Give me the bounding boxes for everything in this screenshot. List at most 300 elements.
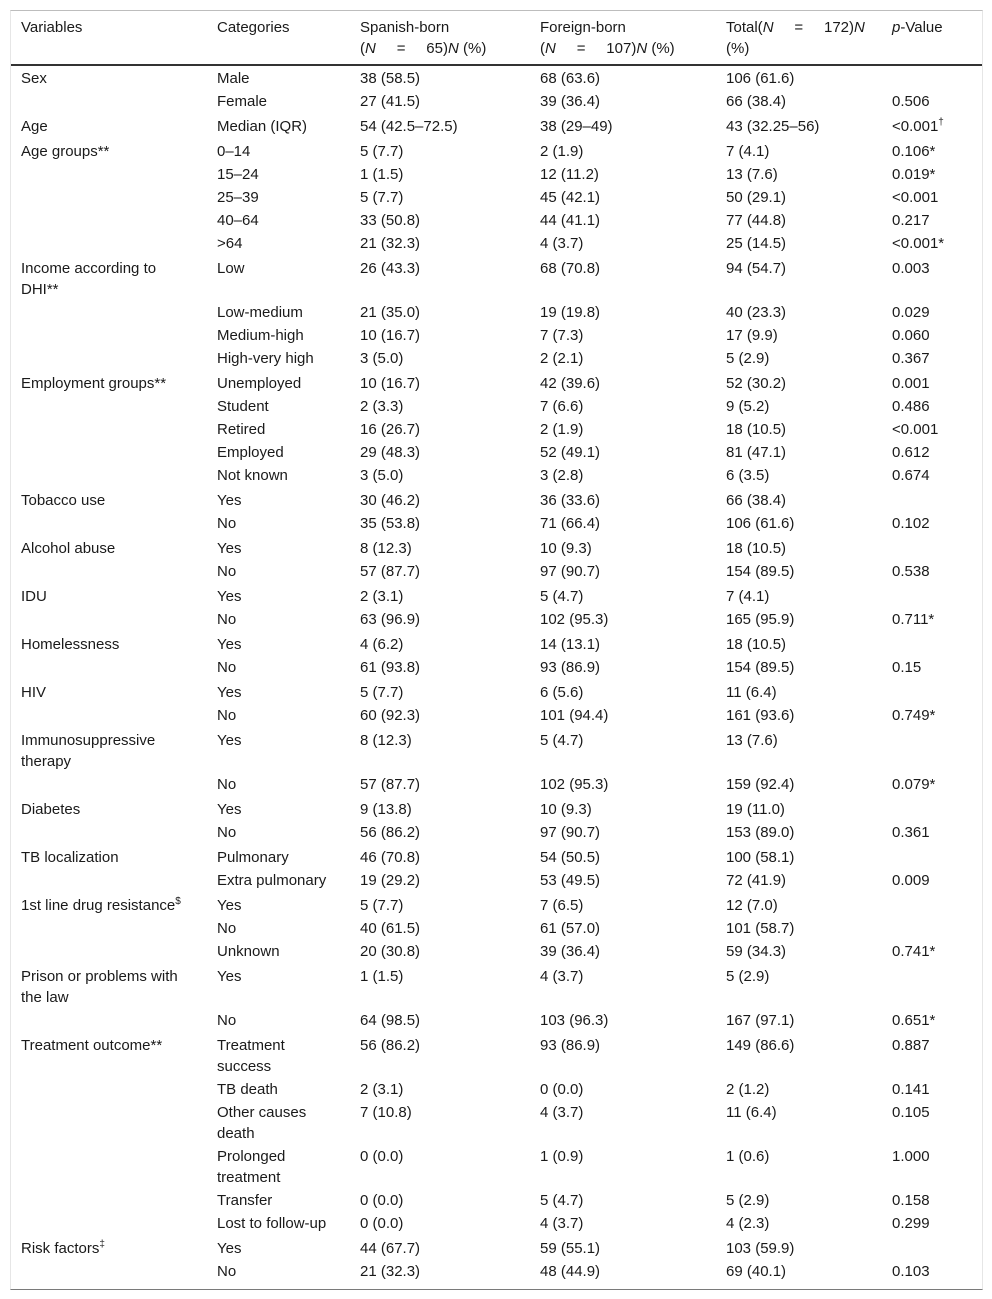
variable-cell-text: Immunosuppressive therapy <box>21 732 156 770</box>
category-cell-text: Yes <box>217 968 242 985</box>
total-cell <box>716 1260 882 1283</box>
spanish-born-cell-text: 1 (1.5) <box>360 968 404 985</box>
table-row <box>11 727 982 773</box>
variable-cell <box>11 727 207 773</box>
total-cell-text: 11 (6.4) <box>726 1104 777 1121</box>
foreign-born-cell <box>530 464 716 487</box>
spanish-born-cell <box>350 441 530 464</box>
p-value-cell-text: 0.019* <box>892 166 936 183</box>
foreign-born-cell-text: 45 (42.1) <box>540 189 601 206</box>
total-cell <box>716 656 882 679</box>
category-cell-text: No <box>217 611 237 628</box>
header-spanish-pct: (%) <box>458 40 487 57</box>
table-row <box>11 869 982 892</box>
variable-cell <box>11 90 207 113</box>
variable-cell-text: Treatment outcome** <box>21 1037 163 1054</box>
foreign-born-cell <box>530 138 716 163</box>
spanish-born-cell <box>350 892 530 917</box>
spanish-born-cell <box>350 583 530 608</box>
p-value-cell <box>882 535 982 560</box>
foreign-born-cell <box>530 487 716 512</box>
foreign-born-cell <box>530 704 716 727</box>
foreign-born-cell-text: 54 (50.5) <box>540 849 601 866</box>
p-value-cell-text: 0.105 <box>892 1104 930 1121</box>
foreign-born-cell-text: 5 (4.7) <box>540 732 584 749</box>
total-cell <box>716 395 882 418</box>
spanish-born-cell <box>350 347 530 370</box>
total-cell <box>716 892 882 917</box>
foreign-born-cell-text: 103 (96.3) <box>540 1012 609 1029</box>
foreign-born-cell <box>530 1078 716 1101</box>
variable-cell-text: Income according to DHI** <box>21 260 157 298</box>
header-foreign-line1: Foreign-born <box>540 19 626 36</box>
category-cell-text: Not known <box>217 467 288 484</box>
variable-cell <box>11 940 207 963</box>
foreign-born-cell-text: 68 (70.8) <box>540 260 601 277</box>
category-cell-text: Extra pulmonary <box>217 872 327 889</box>
foreign-born-cell <box>530 347 716 370</box>
spanish-born-cell-text: 19 (29.2) <box>360 872 421 889</box>
table-row <box>11 65 982 90</box>
spanish-born-cell-text: 9 (13.8) <box>360 801 412 818</box>
foreign-born-cell <box>530 892 716 917</box>
p-value-cell <box>882 1009 982 1032</box>
total-cell <box>716 370 882 395</box>
spanish-born-cell <box>350 656 530 679</box>
table-row <box>11 535 982 560</box>
variable-cell-text: Age groups** <box>21 143 110 160</box>
category-cell-text: Median (IQR) <box>217 118 308 135</box>
category-cell-text: No <box>217 515 237 532</box>
variable-cell <box>11 583 207 608</box>
variable-cell <box>11 232 207 255</box>
category-cell-text: No <box>217 776 237 793</box>
p-value-cell-text: 0.711* <box>892 611 935 628</box>
spanish-born-cell <box>350 163 530 186</box>
foreign-born-cell <box>530 1032 716 1078</box>
header-spanish-born: Spanish-born (N = 65)N (%) <box>350 11 530 65</box>
variable-cell-text: Employment groups** <box>21 375 167 392</box>
spanish-born-cell <box>350 464 530 487</box>
foreign-born-cell-text: 7 (6.6) <box>540 398 584 415</box>
spanish-born-cell-text: 30 (46.2) <box>360 492 421 509</box>
spanish-born-cell-text: 57 (87.7) <box>360 776 421 793</box>
category-cell <box>207 186 350 209</box>
variable-cell <box>11 656 207 679</box>
total-cell-text: 106 (61.6) <box>726 515 795 532</box>
spanish-born-cell <box>350 796 530 821</box>
table-row <box>11 138 982 163</box>
table-row <box>11 395 982 418</box>
foreign-born-cell <box>530 608 716 631</box>
category-cell <box>207 940 350 963</box>
total-cell <box>716 418 882 441</box>
category-cell-text: Retired <box>217 421 266 438</box>
variable-cell <box>11 209 207 232</box>
foreign-born-cell <box>530 535 716 560</box>
header-total-n2: N <box>854 19 865 36</box>
category-cell <box>207 1235 350 1260</box>
total-cell-text: 6 (3.5) <box>726 467 770 484</box>
category-cell <box>207 796 350 821</box>
spanish-born-cell <box>350 138 530 163</box>
category-cell-text: Yes <box>217 636 242 653</box>
category-cell-text: Yes <box>217 801 242 818</box>
spanish-born-cell-text: 27 (41.5) <box>360 93 421 110</box>
table-row <box>11 917 982 940</box>
spanish-born-cell <box>350 1101 530 1145</box>
variable-cell <box>11 512 207 535</box>
category-cell-text: Male <box>217 70 250 87</box>
spanish-born-cell <box>350 917 530 940</box>
header-spanish-n: N <box>365 40 376 57</box>
foreign-born-cell-text: 10 (9.3) <box>540 540 592 557</box>
foreign-born-cell <box>530 1212 716 1235</box>
total-cell <box>716 1101 882 1145</box>
spanish-born-cell <box>350 370 530 395</box>
foreign-born-cell-text: 2 (1.9) <box>540 421 584 438</box>
total-cell <box>716 1235 882 1260</box>
foreign-born-cell <box>530 232 716 255</box>
total-cell <box>716 940 882 963</box>
spanish-born-cell-text: 5 (7.7) <box>360 189 404 206</box>
category-cell <box>207 113 350 138</box>
category-cell <box>207 1260 350 1283</box>
spanish-born-cell <box>350 608 530 631</box>
p-value-cell <box>882 113 982 138</box>
total-cell-text: 7 (4.1) <box>726 143 770 160</box>
p-value-cell <box>882 1145 982 1189</box>
p-value-cell <box>882 464 982 487</box>
total-cell-text: 7 (4.1) <box>726 588 770 605</box>
variable-cell <box>11 418 207 441</box>
header-foreign-born: Foreign-born (N = 107)N (%) <box>530 11 716 65</box>
p-value-cell <box>882 1032 982 1078</box>
foreign-born-cell <box>530 940 716 963</box>
spanish-born-cell-text: 63 (96.9) <box>360 611 421 628</box>
variable-cell <box>11 1145 207 1189</box>
total-cell-text: 4 (2.3) <box>726 1215 770 1232</box>
spanish-born-cell-text: 1 (1.5) <box>360 166 404 183</box>
category-cell-text: Yes <box>217 588 242 605</box>
category-cell-text: Yes <box>217 684 242 701</box>
variable-cell <box>11 464 207 487</box>
p-value-cell-text: 0.299 <box>892 1215 930 1232</box>
variable-cell <box>11 301 207 324</box>
category-cell <box>207 301 350 324</box>
variable-cell <box>11 1235 207 1260</box>
spanish-born-cell <box>350 631 530 656</box>
category-cell-text: Treatment success <box>217 1037 285 1075</box>
foreign-born-cell-text: 4 (3.7) <box>540 1104 584 1121</box>
table-row <box>11 608 982 631</box>
header-variables: Variables <box>11 11 207 65</box>
table-row <box>11 583 982 608</box>
variable-cell <box>11 1260 207 1283</box>
foreign-born-cell-text: 48 (44.9) <box>540 1263 601 1280</box>
p-value-cell-text: 0.158 <box>892 1192 930 1209</box>
p-value-cell <box>882 186 982 209</box>
spanish-born-cell-text: 46 (70.8) <box>360 849 421 866</box>
total-cell <box>716 704 882 727</box>
variable-cell <box>11 535 207 560</box>
p-value-cell <box>882 796 982 821</box>
category-cell-text: Yes <box>217 540 242 557</box>
p-value-cell-text: <0.001 <box>892 421 939 438</box>
p-value-cell-text: 0.060 <box>892 327 930 344</box>
table-row <box>11 1235 982 1260</box>
p-value-cell-text: 0.486 <box>892 398 930 415</box>
header-total-pct: (%) <box>726 40 750 57</box>
foreign-born-cell-text: 93 (86.9) <box>540 659 601 676</box>
variable-cell <box>11 869 207 892</box>
category-cell <box>207 869 350 892</box>
p-value-cell <box>882 232 982 255</box>
table-row <box>11 1078 982 1101</box>
total-cell-text: 66 (38.4) <box>726 93 787 110</box>
total-cell-text: 106 (61.6) <box>726 70 795 87</box>
total-cell-text: 18 (10.5) <box>726 636 787 653</box>
total-cell <box>716 90 882 113</box>
p-value-cell-text: 0.361 <box>892 824 930 841</box>
category-cell-text: TB death <box>217 1081 278 1098</box>
total-cell-text: 161 (93.6) <box>726 707 795 724</box>
variable-cell-text: HIV <box>21 684 47 701</box>
spanish-born-cell-text: 3 (5.0) <box>360 350 404 367</box>
total-cell <box>716 113 882 138</box>
p-value-cell <box>882 395 982 418</box>
total-cell <box>716 138 882 163</box>
p-value-cell-text: 0.506 <box>892 93 930 110</box>
spanish-born-cell <box>350 1260 530 1283</box>
total-cell-text: 100 (58.1) <box>726 849 795 866</box>
foreign-born-cell <box>530 583 716 608</box>
category-cell <box>207 821 350 844</box>
category-cell-text: Other causes death <box>217 1104 307 1142</box>
total-cell-text: 13 (7.6) <box>726 732 778 749</box>
category-cell <box>207 844 350 869</box>
foreign-born-cell-text: 38 (29–49) <box>540 118 613 135</box>
table-row <box>11 464 982 487</box>
category-cell-text: Yes <box>217 492 242 509</box>
total-cell-text: 72 (41.9) <box>726 872 787 889</box>
header-total-prefix: Total( <box>726 19 763 36</box>
category-cell <box>207 347 350 370</box>
spanish-born-cell <box>350 186 530 209</box>
category-cell-text: Low-medium <box>217 304 303 321</box>
total-cell <box>716 773 882 796</box>
table-row <box>11 821 982 844</box>
spanish-born-cell-text: 21 (32.3) <box>360 1263 421 1280</box>
table-row <box>11 512 982 535</box>
table-row <box>11 773 982 796</box>
header-total-n: N <box>762 19 774 36</box>
category-cell <box>207 1032 350 1078</box>
foreign-born-cell <box>530 796 716 821</box>
table-row <box>11 186 982 209</box>
p-value-cell <box>882 704 982 727</box>
spanish-born-cell <box>350 1009 530 1032</box>
foreign-born-cell <box>530 1009 716 1032</box>
category-cell <box>207 324 350 347</box>
total-cell <box>716 441 882 464</box>
header-foreign-n: N <box>545 40 556 57</box>
table-row <box>11 1189 982 1212</box>
header-spanish-n2: N <box>447 40 459 57</box>
p-value-cell <box>882 1101 982 1145</box>
foreign-born-cell <box>530 255 716 301</box>
category-cell-text: Yes <box>217 1240 242 1257</box>
total-cell-text: 5 (2.9) <box>726 350 770 367</box>
total-cell <box>716 583 882 608</box>
category-cell-text: 0–14 <box>217 143 251 160</box>
variable-cell-text: 1st line drug resistance <box>21 897 176 914</box>
foreign-born-cell-text: 10 (9.3) <box>540 801 592 818</box>
spanish-born-cell-text: 8 (12.3) <box>360 540 412 557</box>
table-row <box>11 1009 982 1032</box>
total-cell <box>716 464 882 487</box>
variable-cell <box>11 113 207 138</box>
header-spanish-n-value: 65) <box>426 40 448 57</box>
foreign-born-cell <box>530 1101 716 1145</box>
variable-cell <box>11 796 207 821</box>
header-total-eq: = <box>794 19 804 36</box>
category-cell <box>207 1145 350 1189</box>
foreign-born-cell <box>530 113 716 138</box>
header-spanish-eq: = <box>396 40 406 57</box>
spanish-born-cell-text: 0 (0.0) <box>360 1148 404 1165</box>
foreign-born-cell-text: 2 (1.9) <box>540 143 584 160</box>
spanish-born-cell-text: 57 (87.7) <box>360 563 421 580</box>
variable-cell-text: Homelessness <box>21 636 120 653</box>
foreign-born-cell <box>530 186 716 209</box>
foreign-born-cell <box>530 773 716 796</box>
total-cell <box>716 65 882 90</box>
p-value-cell <box>882 209 982 232</box>
p-value-cell-text: 0.538 <box>892 563 930 580</box>
spanish-born-cell-text: 2 (3.1) <box>360 588 404 605</box>
p-value-cell-text: 0.651* <box>892 1012 936 1029</box>
foreign-born-cell <box>530 395 716 418</box>
variable-cell-text: Risk factors <box>21 1240 100 1257</box>
p-value-cell <box>882 255 982 301</box>
foreign-born-cell-text: 44 (41.1) <box>540 212 601 229</box>
spanish-born-cell <box>350 940 530 963</box>
p-value-cell <box>882 608 982 631</box>
foreign-born-cell <box>530 821 716 844</box>
total-cell <box>716 232 882 255</box>
p-value-cell <box>882 512 982 535</box>
variable-cell-text: Sex <box>21 70 47 87</box>
foreign-born-cell-text: 102 (95.3) <box>540 776 609 793</box>
p-value-cell <box>882 301 982 324</box>
category-cell-text: Employed <box>217 444 284 461</box>
p-value-cell <box>882 773 982 796</box>
foreign-born-cell <box>530 917 716 940</box>
spanish-born-cell-text: 56 (86.2) <box>360 1037 421 1054</box>
foreign-born-cell <box>530 963 716 1009</box>
variable-cell <box>11 704 207 727</box>
category-cell <box>207 656 350 679</box>
category-cell-text: 25–39 <box>217 189 259 206</box>
category-cell <box>207 892 350 917</box>
table-row <box>11 90 982 113</box>
p-value-cell-text: 0.887 <box>892 1037 930 1054</box>
table-row <box>11 656 982 679</box>
total-cell-text: 18 (10.5) <box>726 540 787 557</box>
category-cell <box>207 395 350 418</box>
category-cell <box>207 138 350 163</box>
spanish-born-cell-text: 64 (98.5) <box>360 1012 421 1029</box>
table-row <box>11 1145 982 1189</box>
table-row <box>11 679 982 704</box>
table-row <box>11 1032 982 1078</box>
total-cell <box>716 512 882 535</box>
foreign-born-cell <box>530 679 716 704</box>
p-value-cell-text: 0.367 <box>892 350 930 367</box>
foreign-born-cell-text: 4 (3.7) <box>540 1215 584 1232</box>
foreign-born-cell <box>530 163 716 186</box>
category-cell-text: Low <box>217 260 245 277</box>
p-value-cell-text: 0.674 <box>892 467 930 484</box>
total-cell <box>716 186 882 209</box>
table-row <box>11 232 982 255</box>
category-cell-text: No <box>217 659 237 676</box>
category-cell <box>207 90 350 113</box>
foreign-born-cell-text: 71 (66.4) <box>540 515 601 532</box>
variable-cell <box>11 773 207 796</box>
variable-cell <box>11 1212 207 1235</box>
spanish-born-cell <box>350 1212 530 1235</box>
spanish-born-cell-text: 4 (6.2) <box>360 636 404 653</box>
category-cell <box>207 464 350 487</box>
spanish-born-cell <box>350 821 530 844</box>
spanish-born-cell-text: 21 (32.3) <box>360 235 421 252</box>
total-cell-text: 69 (40.1) <box>726 1263 787 1280</box>
foreign-born-cell-text: 93 (86.9) <box>540 1037 601 1054</box>
table-row <box>11 1212 982 1235</box>
spanish-born-cell-text: 2 (3.1) <box>360 1081 404 1098</box>
variable-cell <box>11 324 207 347</box>
category-cell-text: No <box>217 920 237 937</box>
spanish-born-cell-text: 7 (10.8) <box>360 1104 412 1121</box>
total-cell <box>716 487 882 512</box>
foreign-born-cell <box>530 631 716 656</box>
foreign-born-cell-text: 0 (0.0) <box>540 1081 584 1098</box>
foreign-born-cell-text: 68 (63.6) <box>540 70 601 87</box>
variable-cell <box>11 163 207 186</box>
variable-cell-text: Prison or problems with the law <box>21 968 178 1006</box>
spanish-born-cell <box>350 255 530 301</box>
table-row <box>11 163 982 186</box>
p-value-cell-text: 0.103 <box>892 1263 930 1280</box>
spanish-born-cell-text: 0 (0.0) <box>360 1215 404 1232</box>
foreign-born-cell-text: 42 (39.6) <box>540 375 601 392</box>
total-cell-text: 1 (0.6) <box>726 1148 770 1165</box>
foreign-born-cell-text: 5 (4.7) <box>540 1192 584 1209</box>
total-cell-text: 77 (44.8) <box>726 212 787 229</box>
p-value-cell <box>882 892 982 917</box>
total-cell-text: 17 (9.9) <box>726 327 778 344</box>
foreign-born-cell-text: 2 (2.1) <box>540 350 584 367</box>
variable-cell <box>11 1189 207 1212</box>
p-value-cell-text: 0.141 <box>892 1081 930 1098</box>
variable-cell-footnote-mark: $ <box>175 896 181 907</box>
header-total <box>716 11 882 65</box>
p-value-cell <box>882 844 982 869</box>
p-value-cell <box>882 370 982 395</box>
category-cell <box>207 679 350 704</box>
